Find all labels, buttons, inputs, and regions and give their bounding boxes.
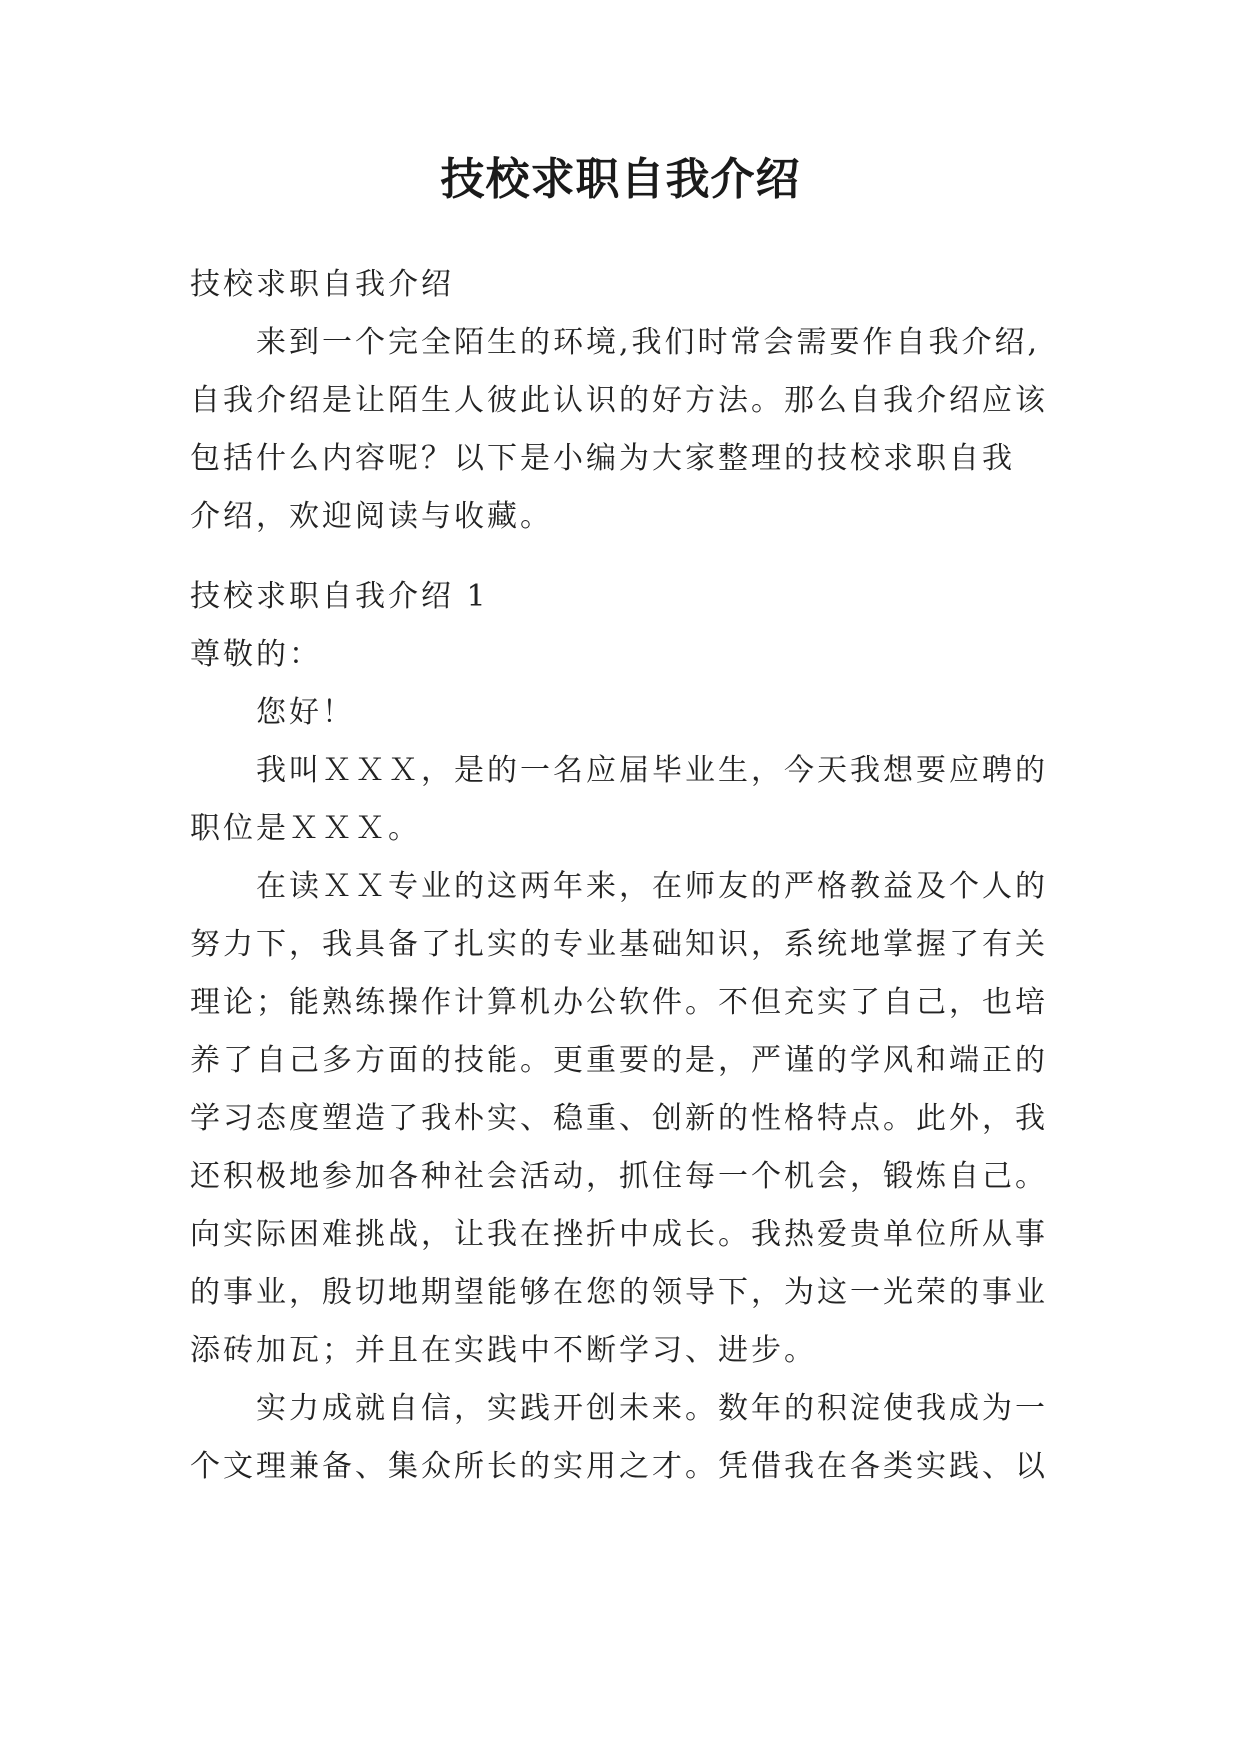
section-1-block: [190, 568, 1060, 1496]
paragraph-2-line: 努力下，我具备了扎实的专业基础知识，系统地掌握了有关: [190, 927, 1048, 962]
paragraph-2-line: 理论；能熟练操作计算机办公软件。不但充实了自己，也培: [190, 985, 1048, 1020]
intro-line: 包括什么内容呢？以下是小编为大家整理的技校求职自我: [190, 441, 1015, 476]
intro-line: 自我介绍是让陌生人彼此认识的好方法。那么自我介绍应该: [190, 383, 1048, 418]
document-title: 技校求职自我介绍: [440, 154, 801, 205]
intro-heading: 技校求职自我介绍: [190, 267, 454, 302]
intro-line: 来到一个完全陌生的环境,我们时常会需要作自我介绍,: [256, 325, 1041, 360]
paragraph-3-line: 实力成就自信，实践开创未来。数年的积淀使我成为一: [256, 1391, 1048, 1426]
greeting: 您好！: [256, 695, 355, 730]
paragraph-2-line: 添砖加瓦；并且在实践中不断学习、进步。: [190, 1333, 817, 1368]
intro-line: 介绍，欢迎阅读与收藏。: [190, 499, 553, 534]
paragraph-2-line: 在读ＸＸ专业的这两年来，在师友的严格教益及个人的: [256, 869, 1048, 904]
intro-block: [190, 256, 1060, 546]
paragraph-2-line: 学习态度塑造了我朴实、稳重、创新的性格特点。此外，我: [190, 1101, 1048, 1136]
paragraph-1-line: 职位是ＸＸＸ。: [190, 811, 421, 846]
paragraph-1-line: 我叫ＸＸＸ，是的一名应届毕业生，今天我想要应聘的: [256, 753, 1048, 788]
paragraph-2-line: 向实际困难挑战，让我在挫折中成长。我热爱贵单位所从事: [190, 1217, 1048, 1252]
salutation: 尊敬的：: [190, 637, 322, 672]
paragraph-2-line: 的事业，殷切地期望能够在您的领导下，为这一光荣的事业: [190, 1275, 1048, 1310]
paragraph-2-line: 还积极地参加各种社会活动，抓住每一个机会，锻炼自己。: [190, 1159, 1048, 1194]
section-1-heading: 技校求职自我介绍 1: [190, 579, 489, 614]
paragraph-2-line: 养了自己多方面的技能。更重要的是，严谨的学风和端正的: [190, 1043, 1048, 1078]
paragraph-3-line: 个文理兼备、集众所长的实用之才。凭借我在各类实践、以: [190, 1449, 1048, 1484]
